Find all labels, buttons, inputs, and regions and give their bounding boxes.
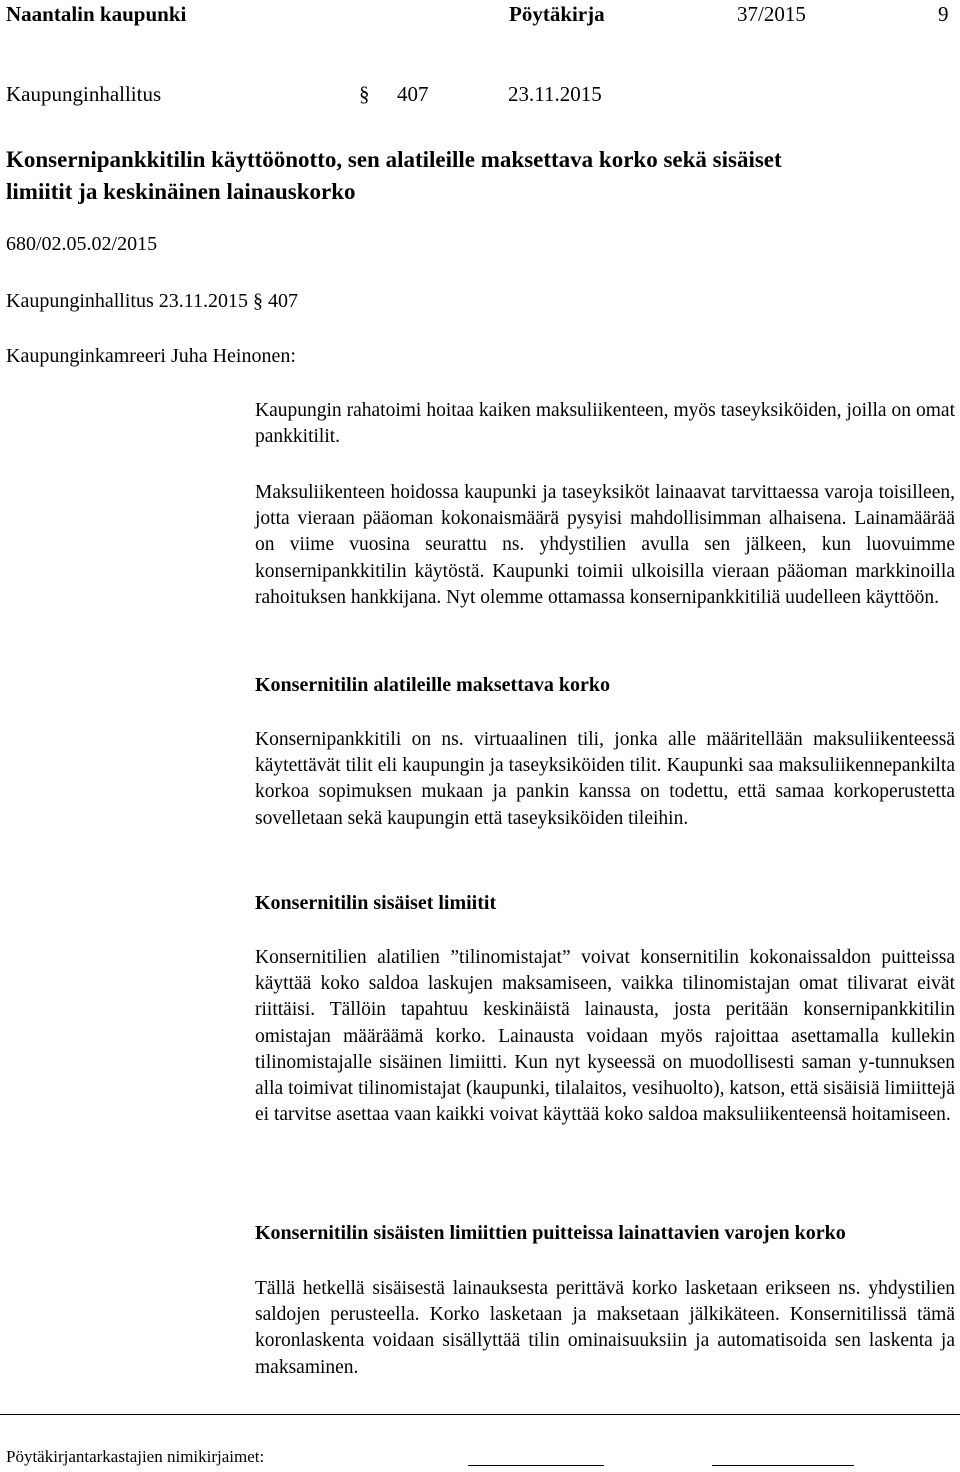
title-line-1: Konsernipankkitilin käyttöönotto, sen alatileille maksettava korko sekä sisäiset (6, 147, 782, 172)
footer-divider (0, 1414, 960, 1415)
page-number: 9 (938, 2, 949, 26)
signature-line-1 (468, 1465, 604, 1466)
paragraph-1: Kaupungin rahatoimi hoitaa kaiken maksuliikenteen, myös taseyksiköiden, joilla on omat pankkitilit. (255, 400, 955, 448)
paragraph-2: Maksuliikenteen hoidossa kaupunki ja taseyksiköt lainaavat tarvittaessa varoja toisilleen, jotta vieraan pääoman kokonaismäärä pysyisi mahdollisimman alhaisena. Lainamäärää on viime vuosina seurattu ns. yhdystilien avulla sen jälkeen, kun luovuimme konsernipankkitilin käytöstä. Kaupunki toimii ulkoisilla vieraan pääoman markkinoilla rahoituksen hankkijana. Nyt olemme ottamassa konsernipankkitiliä uudelleen käyttöön. (255, 482, 955, 608)
paragraph-4: Konsernitilien alatilien ”tilinomistajat” voivat konsernitilin kokonaissaldon puitteissa käyttää koko saldoa laskujen maksamiseen, vaikka tilinomistajan omat tilivarat eivät riittäisi. Tällöin tapahtuu keskinäistä lainausta, josta peritään konsernipankkitilin omistajan määräämä korko. Lainausta voidaan myös rajoittaa asettamalla kullekin tilinomistajalle sisäinen limiitti. Kun nyt kyseessä on muodollisesti saman y-tunnuksen alla toimivat tilinomistajat (kaupunki, tilalaitos, vesihuolto), katson, että sisäisiä limiittejä ei tarvitse asettaa vaan kaikki voivat käyttää koko saldoa maksuliikenteensä hoitamiseen. (255, 947, 955, 1126)
document-title (6, 144, 782, 208)
title-line-2: limiitit ja keskinäinen lainauskorko (6, 179, 356, 204)
section-heading-2: Konsernitilin sisäiset limiitit (255, 892, 497, 914)
section-heading-3: Konsernitilin sisäisten limiittien puitteissa lainattavien varojen korko (255, 1222, 846, 1244)
signature-line-2 (712, 1465, 854, 1466)
organization-name: Naantalin kaupunki (6, 2, 187, 26)
signatures-label: Pöytäkirjantarkastajien nimikirjaimet: (6, 1447, 265, 1466)
section-sign: § (359, 82, 370, 106)
reference-line: Kaupunginhallitus 23.11.2015 § 407 (6, 290, 299, 312)
document-type: Pöytäkirja (509, 2, 605, 26)
section-heading-1: Konsernitilin alatileille maksettava korko (255, 674, 610, 696)
presenter: Kaupunginkamreeri Juha Heinonen: (6, 345, 296, 367)
paragraph-5: Tällä hetkellä sisäisestä lainauksesta perittävä korko lasketaan erikseen ns. yhdystilien saldojen perusteella. Korko lasketaan ja maksetaan jälkikäteen. Konsernitilissä tämä koronlaskenta voidaan sisällyttää tilin ominaisuuksiin ja automatisoida sen laskenta ja maksaminen. (255, 1278, 955, 1378)
record-number: 680/02.05.02/2015 (6, 233, 158, 255)
meeting-body: Kaupunginhallitus (6, 82, 162, 106)
meeting-date: 23.11.2015 (508, 82, 602, 106)
section-number: 407 (397, 82, 429, 106)
document-number: 37/2015 (737, 2, 806, 26)
paragraph-3: Konsernipankkitili on ns. virtuaalinen tili, jonka alle määritellään maksuliikenteessä käytettävät tilit eli kaupungin ja taseyksiköiden tilit. Kaupunki saa maksuliikennepankilta korkoa sopimuksen mukaan ja pankin kanssa on todettu, että samaa korkoperustetta sovelletaan sekä kaupungin että taseyksiköiden tileihin. (255, 729, 955, 829)
